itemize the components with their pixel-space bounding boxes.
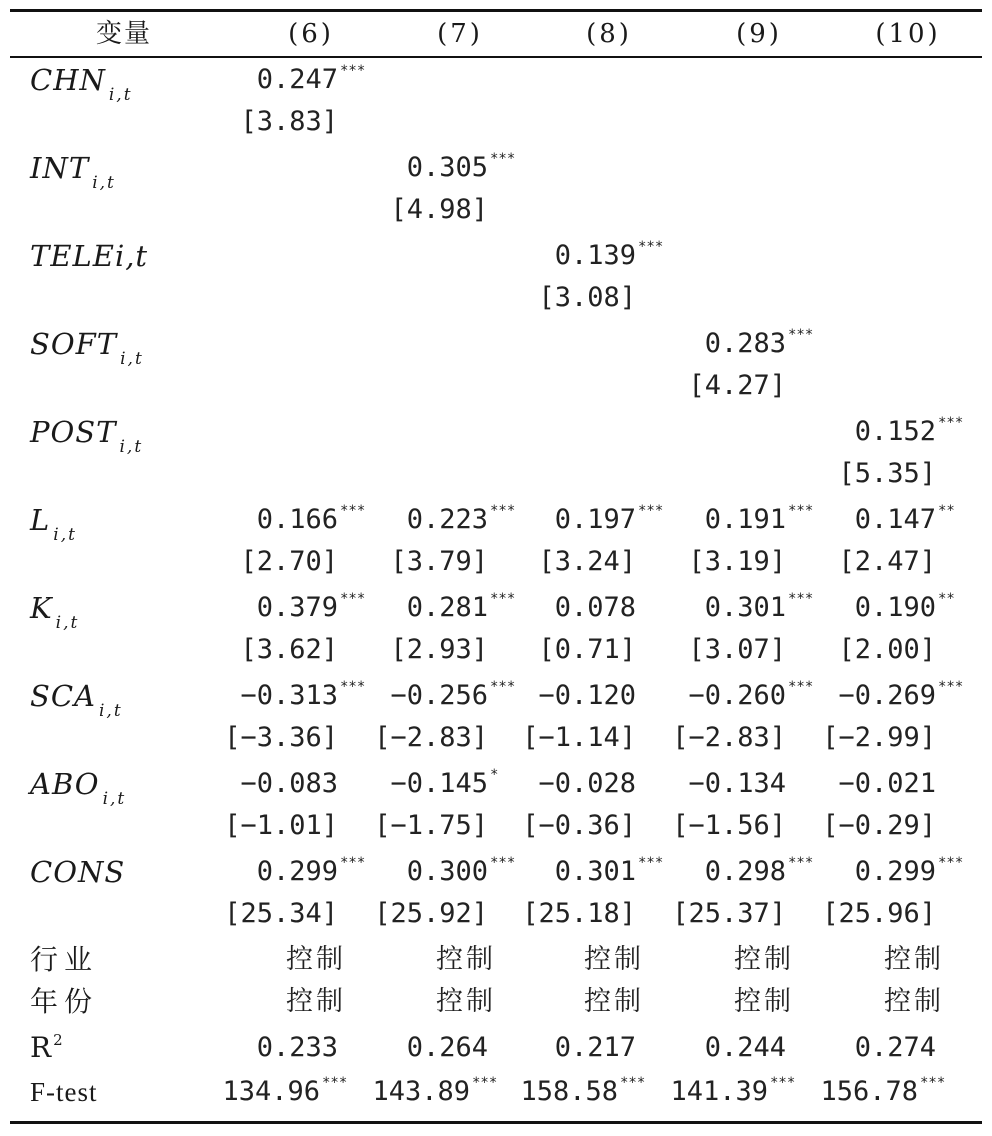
coefficient-value: 0.147 [854, 504, 936, 535]
control-cell: 控制 [734, 944, 794, 975]
tstat-cell: [5.35] [838, 458, 936, 489]
control-cell: 控制 [884, 944, 944, 975]
tstat-cell: [2.00] [838, 634, 936, 665]
coefficient-cell [407, 148, 607, 188]
coefficient-value: 0.223 [406, 504, 488, 535]
row-label-text: CONS [30, 855, 126, 889]
tstat-cell: [−2.83] [672, 722, 786, 753]
row-label-abo [30, 764, 127, 809]
significance-stars: *** [938, 415, 964, 431]
significance-stars: *** [788, 327, 814, 343]
column-header-8: (8) [586, 19, 632, 49]
row-label-subscript: i,t [108, 85, 133, 105]
f-test-value: 143.89 [372, 1076, 470, 1107]
control-cell: 控制 [286, 944, 346, 975]
tstat-cell: [−0.36] [522, 810, 636, 841]
coefficient-value: 0.305 [406, 152, 488, 183]
control-cell: 控制 [286, 986, 346, 1017]
coefficient-value: −0.269 [838, 680, 936, 711]
column-header-7: (7) [437, 19, 483, 49]
coefficient-value: 0.152 [854, 416, 936, 447]
coefficient-value: −0.313 [240, 680, 338, 711]
r-squared-label [30, 1028, 63, 1068]
coefficient-value: −0.145 [390, 768, 488, 799]
f-test-value: 141.39 [670, 1076, 768, 1107]
significance-stars: *** [638, 239, 664, 255]
f-test-value: 158.58 [520, 1076, 618, 1107]
coefficient-value: −0.260 [688, 680, 786, 711]
tstat-cell: [3.83] [240, 106, 338, 137]
tstat-cell: [−1.14] [522, 722, 636, 753]
coefficient-value: −0.120 [538, 680, 636, 711]
tstat-cell: [3.24] [538, 546, 636, 577]
coefficient-value: −0.256 [390, 680, 488, 711]
coefficient-value: −0.028 [538, 768, 636, 799]
row-label-l [30, 500, 77, 545]
tstat-cell: [3.08] [538, 282, 636, 313]
f-test-value: 156.78 [820, 1076, 918, 1107]
top-rule [10, 9, 982, 12]
significance-stars: *** [788, 503, 814, 519]
tstat-cell: [−1.01] [224, 810, 338, 841]
coefficient-value: 0.078 [554, 592, 636, 623]
bottom-rule [10, 1121, 982, 1124]
row-label-soft [30, 324, 144, 369]
row-label-int [30, 148, 116, 193]
significance-stars: *** [340, 591, 366, 607]
tstat-cell: [3.79] [390, 546, 488, 577]
significance-stars: *** [490, 855, 516, 871]
coefficient-cell [257, 60, 457, 100]
r-squared-cell: 0.244 [704, 1032, 786, 1063]
significance-stars: *** [770, 1075, 796, 1091]
tstat-cell: [25.96] [822, 898, 936, 929]
f-test-cell [820, 1072, 992, 1112]
row-label-text: ABO [30, 767, 100, 801]
tstat-cell: [25.34] [224, 898, 338, 929]
coefficient-value: 0.379 [256, 592, 338, 623]
row-label-text: TELEi,t [30, 239, 149, 273]
significance-stars: *** [938, 679, 964, 695]
coefficient-value: 0.281 [406, 592, 488, 623]
tstat-cell: [3.62] [240, 634, 338, 665]
tstat-cell: [3.07] [688, 634, 786, 665]
coefficient-value: 0.299 [854, 856, 936, 887]
significance-stars: *** [620, 1075, 646, 1091]
r-squared-cell: 0.264 [406, 1032, 488, 1063]
row-label-k [30, 588, 80, 633]
row-label-text: K [30, 591, 53, 625]
significance-stars: *** [490, 503, 516, 519]
control-cell: 控制 [584, 944, 644, 975]
row-label-teleit [30, 236, 148, 276]
row-label-text: L [30, 503, 51, 537]
row-label-cons [30, 852, 125, 892]
coefficient-value: 0.301 [704, 592, 786, 623]
significance-stars: ** [938, 503, 955, 519]
coefficient-value: 0.191 [704, 504, 786, 535]
significance-stars: *** [322, 1075, 348, 1091]
coefficient-value: 0.301 [554, 856, 636, 887]
tstat-cell: [−0.29] [822, 810, 936, 841]
coefficient-value: 0.197 [554, 504, 636, 535]
variable-header: 变量 [95, 19, 152, 49]
coefficient-value: 0.300 [406, 856, 488, 887]
significance-stars: *** [938, 855, 964, 871]
tstat-cell: [4.27] [688, 370, 786, 401]
significance-stars: *** [638, 855, 664, 871]
header-rule [10, 56, 982, 58]
coefficient-value: 0.166 [256, 504, 338, 535]
significance-stars: ** [938, 591, 955, 607]
significance-stars: *** [920, 1075, 946, 1091]
significance-stars: *** [340, 503, 366, 519]
f-test-value: 134.96 [222, 1076, 320, 1107]
coefficient-value: −0.134 [688, 768, 786, 799]
coefficient-value: 0.139 [554, 240, 636, 271]
r-squared-cell: 0.233 [256, 1032, 338, 1063]
row-label-subscript: i,t [55, 613, 80, 633]
coefficient-value: 0.190 [854, 592, 936, 623]
row-label-text: CHN [30, 63, 106, 97]
coefficient-value: 0.283 [704, 328, 786, 359]
coefficient-cell [855, 412, 992, 452]
tstat-cell: [3.19] [688, 546, 786, 577]
coefficient-cell [855, 500, 992, 540]
significance-stars: *** [472, 1075, 498, 1091]
row-label-chn [30, 60, 133, 105]
significance-stars: *** [490, 679, 516, 695]
significance-stars: *** [340, 855, 366, 871]
tstat-cell: [25.18] [522, 898, 636, 929]
significance-stars: *** [788, 591, 814, 607]
tstat-cell: [25.92] [374, 898, 488, 929]
row-label-subscript: i,t [53, 525, 77, 545]
coefficient-value: 0.247 [256, 64, 338, 95]
tstat-cell: [−1.56] [672, 810, 786, 841]
coefficient-cell [855, 588, 992, 628]
row-label-text: INT [30, 151, 90, 185]
tstat-cell: [2.93] [390, 634, 488, 665]
tstat-cell: [25.37] [672, 898, 786, 929]
control-cell: 控制 [734, 986, 794, 1017]
r-squared-label-text: R [30, 1031, 52, 1064]
tstat-cell: [2.70] [240, 546, 338, 577]
r-squared-cell: 0.274 [854, 1032, 936, 1063]
row-label-post [30, 412, 144, 457]
significance-stars: * [490, 767, 499, 783]
row-label-subscript: i,t [120, 349, 144, 369]
r-squared-cell: 0.217 [554, 1032, 636, 1063]
column-header-9: (9) [736, 19, 782, 49]
row-label-sca [30, 676, 123, 721]
row-label-subscript: i,t [92, 173, 116, 193]
row-label-subscript: i,t [102, 789, 127, 809]
tstat-cell: [−2.99] [822, 722, 936, 753]
tstat-cell: [−3.36] [224, 722, 338, 753]
coefficient-value: 0.299 [256, 856, 338, 887]
tstat-cell: [0.71] [538, 634, 636, 665]
row-label-text: SCA [30, 679, 96, 713]
control-label: 行业 [30, 943, 99, 976]
tstat-cell: [−2.83] [374, 722, 488, 753]
coefficient-cell [705, 324, 905, 364]
tstat-cell: [2.47] [838, 546, 936, 577]
column-header-10: (10) [875, 19, 941, 49]
significance-stars: *** [490, 591, 516, 607]
f-test-label: F-test [30, 1077, 98, 1107]
row-label-text: SOFT [30, 327, 118, 361]
row-label-text: POST [30, 415, 117, 449]
significance-stars: *** [340, 63, 366, 79]
coefficient-value: −0.021 [838, 768, 936, 799]
coefficient-value: 0.298 [704, 856, 786, 887]
control-cell: 控制 [884, 986, 944, 1017]
r-squared-superscript: 2 [53, 1031, 63, 1049]
row-label-subscript: i,t [119, 437, 144, 457]
coefficient-cell [555, 236, 755, 276]
control-cell: 控制 [436, 986, 496, 1017]
coefficient-cell [838, 676, 992, 716]
tstat-cell: [4.98] [390, 194, 488, 225]
significance-stars: *** [788, 855, 814, 871]
row-label-subscript: i,t [99, 701, 123, 721]
column-header-6: (6) [288, 19, 334, 49]
coefficient-cell [838, 764, 992, 804]
significance-stars: *** [788, 679, 814, 695]
coefficient-value: −0.083 [240, 768, 338, 799]
control-cell: 控制 [436, 944, 496, 975]
control-cell: 控制 [584, 986, 644, 1017]
control-label: 年份 [30, 985, 99, 1018]
tstat-cell: [−1.75] [374, 810, 488, 841]
significance-stars: *** [340, 679, 366, 695]
significance-stars: *** [490, 151, 516, 167]
significance-stars: *** [638, 503, 664, 519]
coefficient-cell [855, 852, 992, 892]
